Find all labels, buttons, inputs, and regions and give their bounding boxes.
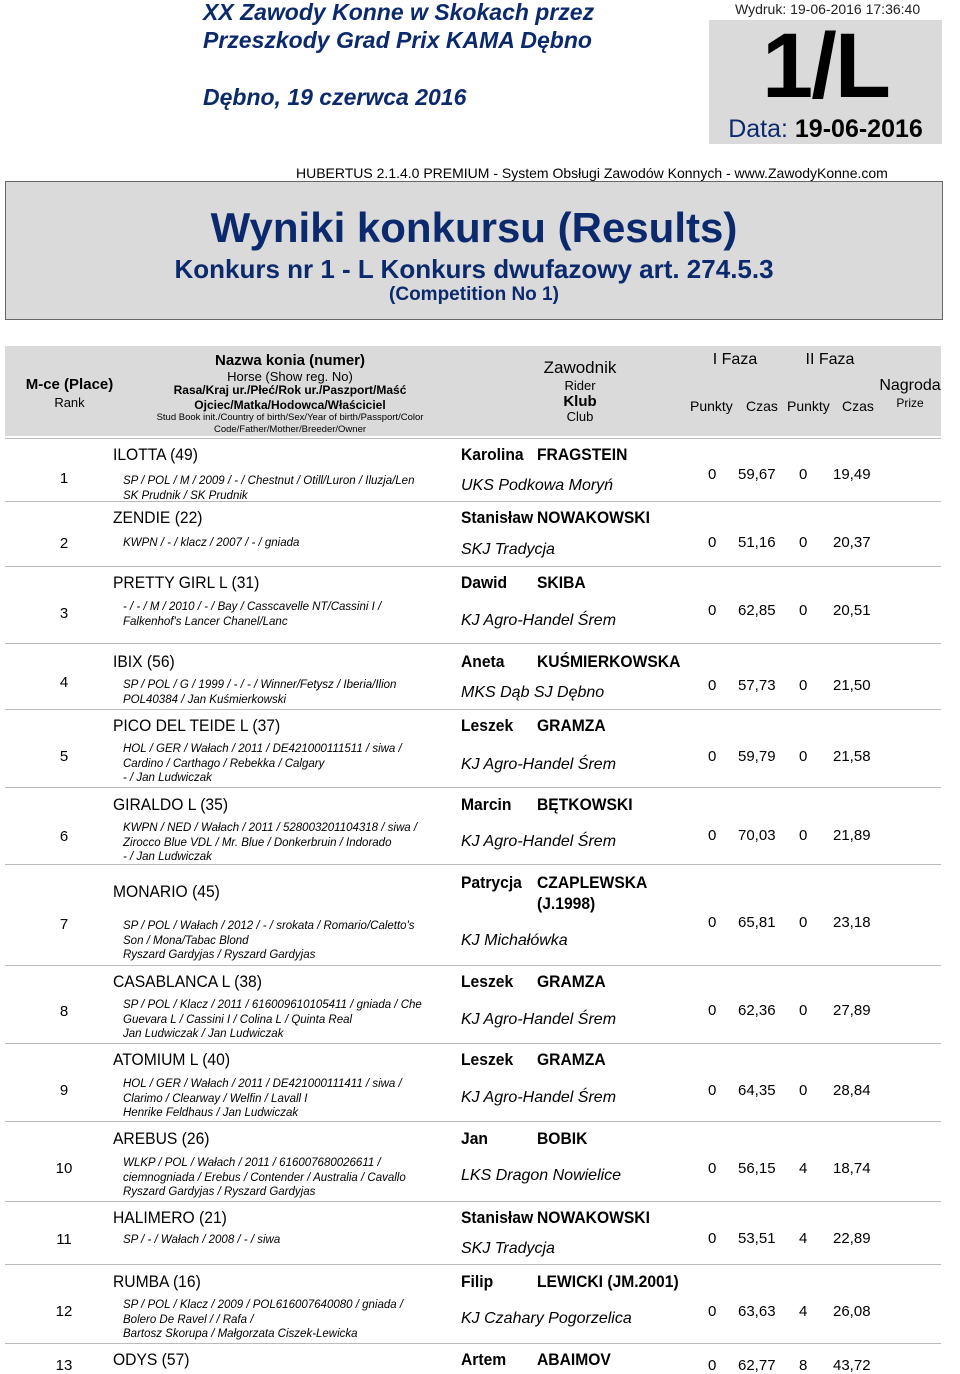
horse-name bbox=[113, 445, 198, 465]
horse-name bbox=[113, 1350, 189, 1370]
horse-name bbox=[113, 652, 175, 672]
phase2-time: 21,50 bbox=[833, 677, 871, 694]
rank-cell: 10 bbox=[55, 1160, 73, 1177]
header-prize-en: Prize bbox=[896, 396, 924, 410]
phase2-points: 0 bbox=[799, 1082, 808, 1099]
phase1-time: 56,15 bbox=[738, 1160, 776, 1177]
results-title-box bbox=[5, 181, 943, 320]
rider-last-name: SKIBA bbox=[537, 573, 586, 592]
rider-last-name: FRAGSTEIN bbox=[537, 445, 628, 464]
row-divider bbox=[5, 709, 941, 710]
phase2-points: 0 bbox=[799, 602, 808, 619]
row-divider bbox=[5, 965, 941, 966]
phase1-points: 0 bbox=[708, 1303, 717, 1320]
event-title: XX Zawody Konne w Skokach przez Przeszkody Grad Prix KAMA Dębno bbox=[203, 0, 595, 53]
horse-pedigree-line: WLKP / POL / Wałach / 2011 / 616007680026611 / bbox=[123, 1157, 381, 1169]
row-divider bbox=[5, 1121, 941, 1122]
horse-name bbox=[113, 1129, 209, 1149]
horse-number: (38) bbox=[234, 972, 262, 991]
rider-last-name: ABAIMOV bbox=[537, 1350, 611, 1369]
club-name: KJ Czahary Pogorzelica bbox=[461, 1310, 632, 1327]
phase2-time: 23,18 bbox=[833, 914, 871, 931]
system-line: HUBERTUS 2.1.4.0 PREMIUM - System Obsługi Zawodów Konnych - www.ZawodyKonne.com bbox=[296, 165, 888, 181]
phase1-points: 0 bbox=[708, 748, 717, 765]
phase1-time: 65,81 bbox=[738, 914, 776, 931]
horse-number: (22) bbox=[174, 508, 203, 527]
rank-cell: 4 bbox=[59, 674, 69, 691]
phase2-points: 4 bbox=[799, 1160, 808, 1177]
phase2-time: 19,49 bbox=[833, 466, 871, 483]
header-club-en: Club bbox=[566, 409, 594, 424]
horse-pedigree-line: - / Jan Ludwiczak bbox=[123, 772, 212, 784]
phase1-points: 0 bbox=[708, 677, 717, 694]
rank-cell: 3 bbox=[59, 605, 69, 622]
horse-name-text: AREBUS bbox=[113, 1129, 182, 1148]
phase1-points: 0 bbox=[708, 602, 717, 619]
horse-number: (57) bbox=[161, 1350, 190, 1369]
horse-name bbox=[113, 1272, 201, 1292]
horse-name-text: HALIMERO bbox=[113, 1208, 200, 1227]
horse-pedigree-line: Ryszard Gardyjas / Ryszard Gardyjas bbox=[123, 1186, 316, 1198]
rider-last-name: BOBIK bbox=[537, 1129, 588, 1148]
phase2-points: 0 bbox=[799, 1002, 808, 1019]
rank-cell: 8 bbox=[59, 1003, 69, 1020]
horse-name-text: ATOMIUM L bbox=[113, 1050, 203, 1069]
header-time2: Czas bbox=[842, 398, 874, 414]
phase1-points: 0 bbox=[708, 1357, 717, 1374]
horse-name-text: ILOTTA bbox=[113, 445, 171, 464]
header-horse-info-en1: Stud Book init./Country of birth/Sex/Year of birth/Passport/Color bbox=[156, 412, 424, 423]
phase1-time: 59,67 bbox=[738, 466, 776, 483]
results-title: Wyniki konkursu (Results) bbox=[210, 204, 738, 251]
phase2-time: 28,84 bbox=[833, 1082, 871, 1099]
rider-first-name: Leszek bbox=[461, 1050, 514, 1069]
horse-pedigree-line: SK Prudnik / SK Prudnik bbox=[123, 489, 248, 502]
horse-pedigree-line: SP / POL / Klacz / 2011 / 616009610105411 / gniada / Che bbox=[123, 999, 422, 1011]
horse-number: (56) bbox=[146, 652, 175, 671]
row-divider bbox=[5, 438, 941, 439]
phase2-time: 20,37 bbox=[833, 534, 871, 551]
horse-number: (40) bbox=[202, 1050, 231, 1069]
horse-number: (21) bbox=[199, 1208, 227, 1227]
horse-pedigree-line: KWPN / - / klacz / 2007 / - / gniada bbox=[123, 537, 300, 549]
horse-name bbox=[113, 795, 228, 815]
phase2-points: 0 bbox=[799, 534, 808, 551]
rider-first-name: Marcin bbox=[461, 795, 512, 814]
row-divider bbox=[5, 1201, 941, 1202]
horse-pedigree-line: Cardino / Carthago / Rebekka / Calgary bbox=[123, 757, 325, 770]
row-divider bbox=[5, 643, 941, 644]
phase2-points: 0 bbox=[799, 677, 808, 694]
horse-pedigree-line: Jan Ludwiczak / Jan Ludwiczak bbox=[123, 1028, 284, 1040]
header-horse-owners: Ojciec/Matka/Hodowca/Właściciel bbox=[194, 398, 386, 412]
class-code: 1/L bbox=[762, 15, 889, 117]
horse-pedigree-line: HOL / GER / Wałach / 2011 / DE421000111411 / siwa / bbox=[123, 1078, 402, 1090]
rider-first-name: Leszek bbox=[461, 716, 514, 735]
club-name: UKS Podkowa Moryń bbox=[461, 477, 614, 494]
rider-last-name-suffix: (J.1998) bbox=[537, 894, 596, 913]
club-name: SKJ Tradycja bbox=[461, 541, 555, 558]
rider-first-name: Stanisław bbox=[461, 1208, 534, 1227]
class-date bbox=[709, 115, 942, 144]
header-horse-details: Rasa/Kraj ur./Płeć/Rok ur./Paszport/Maść bbox=[173, 383, 407, 397]
header-horse-name: Nazwa konia (numer) bbox=[214, 352, 366, 369]
phase1-points: 0 bbox=[708, 827, 717, 844]
header-rider-en: Rider bbox=[564, 378, 596, 393]
phase2-points: 4 bbox=[799, 1230, 808, 1247]
club-name: KJ Agro-Handel Śrem bbox=[461, 1011, 617, 1028]
rider-first-name: Jan bbox=[461, 1129, 488, 1148]
rider-first-name: Patrycja bbox=[461, 873, 522, 892]
phase1-points: 0 bbox=[708, 1230, 717, 1247]
phase2-points: 0 bbox=[799, 827, 808, 844]
results-subtitle-en: (Competition No 1) bbox=[389, 284, 559, 305]
horse-number: (26) bbox=[181, 1129, 210, 1148]
horse-name bbox=[113, 508, 203, 528]
phase2-time: 21,58 bbox=[833, 748, 871, 765]
rider-last-name: NOWAKOWSKI bbox=[537, 508, 650, 527]
rider-first-name: Aneta bbox=[461, 652, 505, 671]
horse-pedigree-line: SP / POL / Klacz / 2009 / POL616007640080 / gniada / bbox=[123, 1299, 404, 1311]
phase1-time: 57,73 bbox=[738, 677, 776, 694]
rider-last-name: NOWAKOWSKI bbox=[537, 1208, 650, 1227]
phase1-points: 0 bbox=[708, 1082, 717, 1099]
horse-pedigree-line: POL40384 / Jan Kuśmierkowski bbox=[123, 693, 286, 706]
rank-cell: 2 bbox=[59, 535, 69, 552]
header-prize: Nagroda bbox=[879, 377, 941, 394]
phase1-points: 0 bbox=[708, 1002, 717, 1019]
phase1-time: 64,35 bbox=[738, 1082, 776, 1099]
rank-cell: 7 bbox=[59, 916, 69, 933]
horse-pedigree-line: HOL / GER / Wałach / 2011 / DE421000111511 / siwa / bbox=[123, 743, 402, 755]
club-name: MKS Dąb SJ Dębno bbox=[461, 684, 605, 701]
horse-pedigree-line: Falkenhof's Lancer Chanel/Lanc bbox=[123, 615, 288, 628]
club-name: KJ Michałówka bbox=[461, 932, 568, 949]
phase1-points: 0 bbox=[708, 914, 717, 931]
phase1-time: 62,85 bbox=[738, 602, 776, 619]
rider-first-name: Karolina bbox=[461, 445, 524, 464]
rider-last-name: BĘTKOWSKI bbox=[537, 795, 633, 814]
horse-number: (16) bbox=[172, 1272, 201, 1291]
rider-first-name: Filip bbox=[461, 1272, 494, 1291]
horse-number: (49) bbox=[170, 445, 198, 464]
phase1-time: 63,63 bbox=[738, 1303, 776, 1320]
rider-last-name: LEWICKI (JM.2001) bbox=[537, 1272, 679, 1291]
horse-name-text: RUMBA bbox=[113, 1272, 173, 1291]
horse-pedigree-line: KWPN / NED / Wałach / 2011 / 528003201104318 / siwa / bbox=[123, 822, 418, 834]
club-name: SKJ Tradycja bbox=[461, 1240, 555, 1257]
phase2-time: 18,74 bbox=[833, 1160, 871, 1177]
phase2-time: 21,89 bbox=[833, 827, 871, 844]
phase2-time: 43,72 bbox=[833, 1357, 871, 1374]
horse-name-text: IBIX bbox=[113, 652, 147, 671]
horse-number: (35) bbox=[200, 795, 229, 814]
horse-pedigree-line: SP / - / Wałach / 2008 / - / siwa bbox=[123, 1234, 281, 1246]
table-header bbox=[5, 346, 941, 436]
horse-pedigree-line: SP / POL / Wałach / 2012 / - / srokata / Romario/Caletto's bbox=[123, 920, 415, 932]
horse-pedigree-line: Ryszard Gardyjas / Ryszard Gardyjas bbox=[123, 949, 316, 961]
printed-timestamp: Wydruk: 19-06-2016 17:36:40 bbox=[735, 1, 921, 17]
phase1-points: 0 bbox=[708, 1160, 717, 1177]
rider-first-name: Leszek bbox=[461, 972, 514, 991]
rider-last-name: GRAMZA bbox=[537, 972, 606, 991]
phase1-time: 70,03 bbox=[738, 827, 776, 844]
header-points2: Punkty bbox=[787, 398, 830, 414]
phase2-points: 8 bbox=[799, 1357, 808, 1374]
horse-pedigree-line: - / Jan Ludwiczak bbox=[123, 851, 212, 863]
horse-name bbox=[113, 716, 280, 736]
phase1-points: 0 bbox=[708, 466, 717, 483]
rider-first-name: Stanisław bbox=[461, 508, 534, 527]
row-divider bbox=[5, 1343, 941, 1344]
horse-pedigree-line: Bartosz Skorupa / Małgorzata Ciszek-Lewicka bbox=[123, 1328, 358, 1340]
horse-pedigree-line: Zirocco Blue VDL / Mr. Blue / Donkerbruin / Indorado bbox=[123, 836, 392, 849]
horse-pedigree-line: Clarimo / Clearway / Welfin / Lavall I bbox=[123, 1092, 308, 1105]
rider-last-name: KUŚMIERKOWSKA bbox=[537, 652, 681, 671]
rank-cell: 6 bbox=[59, 828, 69, 845]
horse-name-text: ZENDIE bbox=[113, 508, 175, 527]
phase2-points: 4 bbox=[799, 1303, 808, 1320]
horse-pedigree-line: Guevara L / Cassini I / Colina L / Quinta Real bbox=[123, 1013, 353, 1026]
phase1-points: 0 bbox=[708, 534, 717, 551]
horse-name-text: MONARIO bbox=[113, 882, 193, 901]
header-rider: Zawodnik bbox=[543, 358, 617, 377]
rank-cell: 1 bbox=[59, 470, 69, 487]
horse-pedigree-line: SP / POL / G / 1999 / - / - / Winner/Fetysz / Iberia/Ilion bbox=[123, 679, 397, 691]
horse-number: (37) bbox=[252, 716, 281, 735]
header-points1: Punkty bbox=[690, 398, 733, 414]
header-time1: Czas bbox=[746, 398, 778, 414]
row-divider bbox=[5, 1264, 941, 1265]
horse-pedigree-line: - / - / M / 2010 / - / Bay / Casscavelle NT/Cassini I / bbox=[123, 601, 382, 613]
header-rank: Rank bbox=[54, 395, 85, 410]
horse-name-text: PICO DEL TEIDE L bbox=[113, 716, 253, 735]
horse-number: (31) bbox=[231, 573, 260, 592]
horse-name-text: CASABLANCA L bbox=[113, 972, 235, 991]
phase2-time: 27,89 bbox=[833, 1002, 871, 1019]
phase2-time: 20,51 bbox=[833, 602, 871, 619]
phase2-time: 26,08 bbox=[833, 1303, 871, 1320]
club-name: KJ Agro-Handel Śrem bbox=[461, 833, 617, 850]
horse-pedigree-line: SP / POL / M / 2009 / - / Chestnut / Otill/Luron / Iluzja/Len bbox=[123, 475, 415, 487]
header-place: M-ce (Place) bbox=[25, 376, 114, 393]
rider-last-name: CZAPLEWSKA bbox=[537, 873, 648, 892]
header-club: Klub bbox=[563, 393, 597, 410]
phase1-time: 62,36 bbox=[738, 1002, 776, 1019]
club-name: KJ Agro-Handel Śrem bbox=[461, 1089, 617, 1106]
horse-name-text: ODYS bbox=[113, 1350, 162, 1369]
header-horse-en: Horse (Show reg. No) bbox=[227, 369, 353, 384]
header-horse-info-en2: Code/Father/Mother/Breeder/Owner bbox=[213, 424, 367, 435]
row-divider bbox=[5, 1043, 941, 1044]
horse-name bbox=[113, 1050, 230, 1070]
rank-cell: 11 bbox=[56, 1231, 72, 1248]
rank-cell: 13 bbox=[55, 1357, 73, 1374]
phase2-points: 0 bbox=[799, 914, 808, 931]
class-date-value: 19-06-2016 bbox=[794, 115, 923, 143]
phase2-time: 22,89 bbox=[833, 1230, 871, 1247]
phase1-time: 51,16 bbox=[738, 534, 776, 551]
horse-name bbox=[113, 1208, 227, 1228]
header-phase2: II Faza bbox=[805, 351, 855, 368]
row-divider bbox=[5, 566, 941, 567]
phase1-time: 59,79 bbox=[738, 748, 776, 765]
phase1-time: 53,51 bbox=[738, 1230, 776, 1247]
horse-pedigree-line: Henrike Feldhaus / Jan Ludwiczak bbox=[123, 1107, 299, 1119]
horse-pedigree-line: Bolero De Ravel / / Rafa / bbox=[123, 1313, 254, 1326]
phase2-points: 0 bbox=[799, 748, 808, 765]
club-name: KJ Agro-Handel Śrem bbox=[461, 756, 617, 773]
phase1-time: 62,77 bbox=[738, 1357, 776, 1374]
horse-name-text: PRETTY GIRL L bbox=[113, 573, 232, 592]
event-place-date: Dębno, 19 czerwca 2016 bbox=[203, 84, 467, 110]
row-divider bbox=[5, 787, 941, 788]
rider-last-name: GRAMZA bbox=[537, 716, 606, 735]
class-box bbox=[709, 15, 942, 144]
horse-pedigree-line: ciemnogniada / Erebus / Contender / Australia / Cavallo bbox=[123, 1171, 406, 1184]
rank-cell: 5 bbox=[59, 748, 69, 765]
header-phase1: I Faza bbox=[712, 351, 758, 368]
horse-name-text: GIRALDO L bbox=[113, 795, 201, 814]
horse-name bbox=[113, 573, 259, 593]
horse-number: (45) bbox=[192, 882, 220, 901]
rider-first-name: Artem bbox=[461, 1350, 507, 1369]
rider-last-name: GRAMZA bbox=[537, 1050, 606, 1069]
horse-name bbox=[113, 882, 220, 902]
club-name: KJ Agro-Handel Śrem bbox=[461, 612, 617, 629]
class-date-label: Data: bbox=[728, 115, 788, 143]
horse-name bbox=[113, 972, 262, 992]
results-subtitle: Konkurs nr 1 - L Konkurs dwufazowy art. 274.5.3 bbox=[174, 254, 774, 284]
rider-first-name: Dawid bbox=[461, 573, 508, 592]
horse-pedigree-line: Son / Mona/Tabac Blond bbox=[123, 934, 249, 947]
club-name: LKS Dragon Nowielice bbox=[461, 1167, 622, 1184]
rank-cell: 9 bbox=[59, 1082, 69, 1099]
rank-cell: 12 bbox=[55, 1303, 73, 1320]
phase2-points: 0 bbox=[799, 466, 808, 483]
